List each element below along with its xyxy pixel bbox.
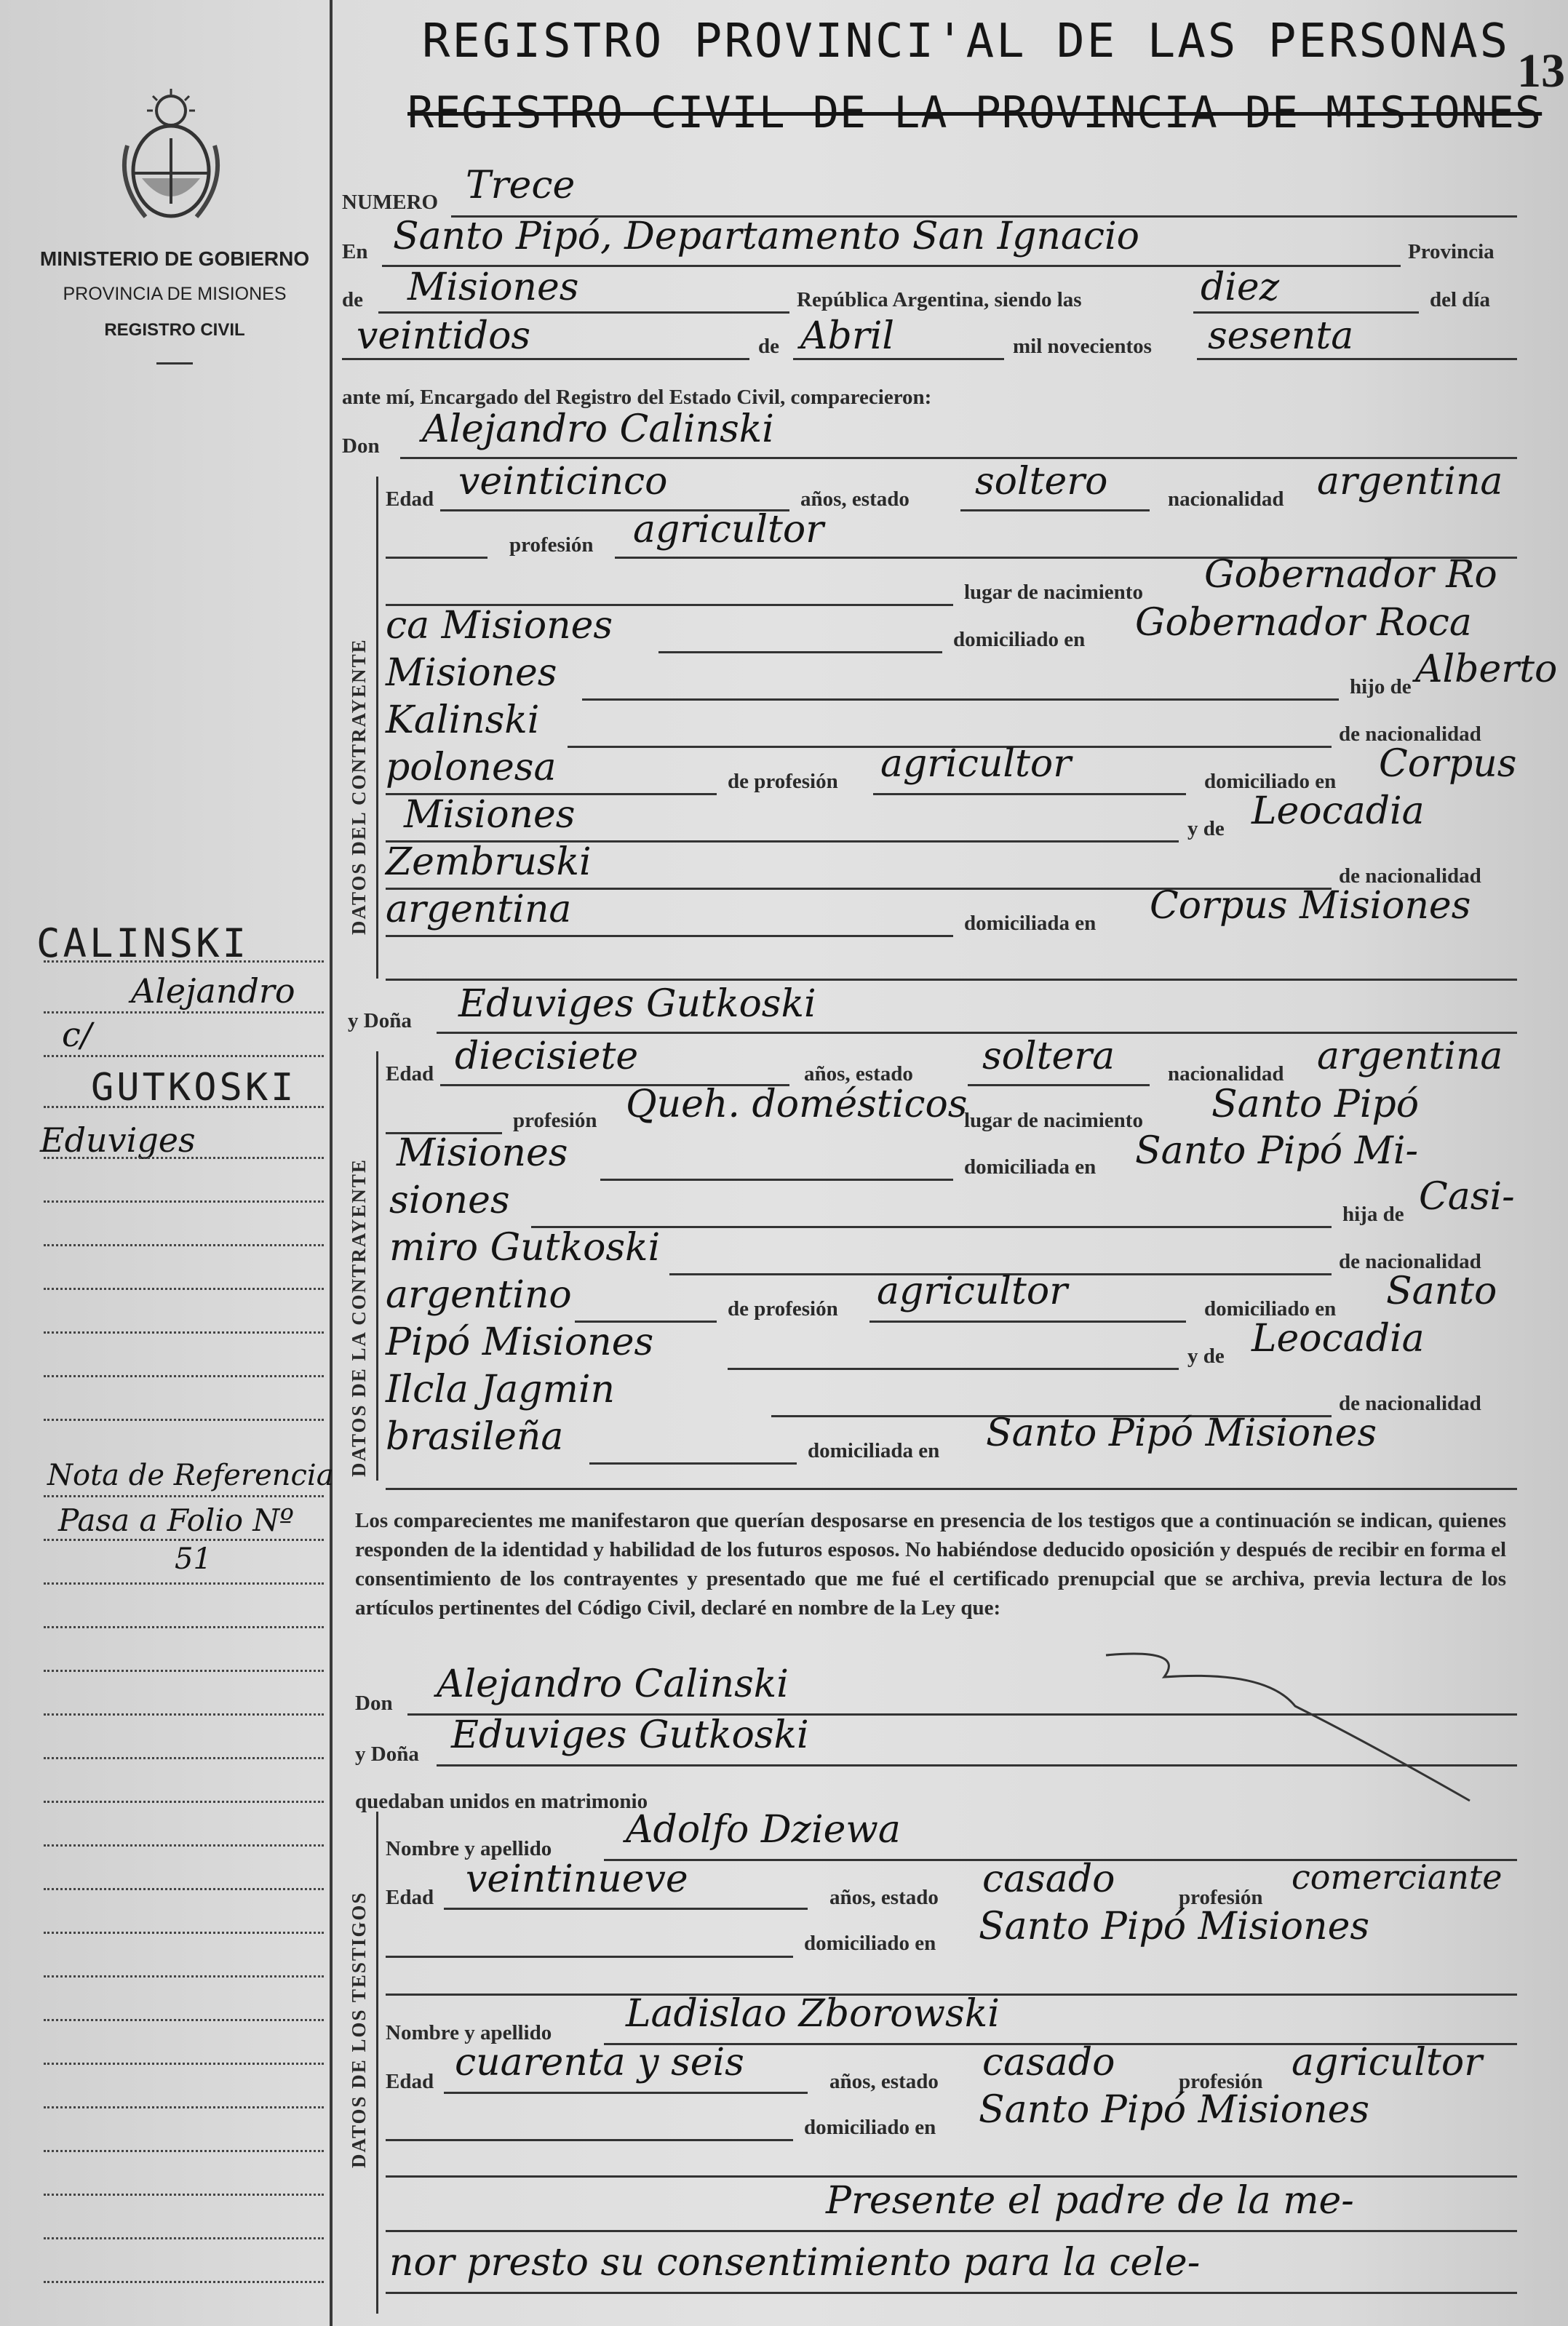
label-de-nacionalidad: de nacionalidad [1339,722,1481,746]
ministry-province: PROVINCIA DE MISIONES [63,284,287,304]
witness1-name: Adolfo Dziewa [626,1808,901,1852]
margin-dotted-line [44,1932,324,1934]
bride-domicilio-2: siones [389,1179,510,1222]
side-label-bride: DATOS DE LA CONTRAYENTE [348,1158,370,1477]
crossed-title: REGISTRO CIVIL DE LA PROVINCIA DE MISIONES [407,87,1543,138]
label-domiciliado-padre-bride: domiciliado en [1204,1297,1337,1321]
witness1-edad: veintinueve [466,1857,688,1901]
value-numero: Trece [466,164,576,207]
witness2-profesion: agricultor [1292,2041,1483,2084]
ministry-name: MINISTERIO DE GOBIERNO [39,247,310,270]
legal-paragraph: Los comparecientes me manifestaron que querían desposarse en presencia de los testigos que a continuación se indican, quienes responden de la identidad y habilidad de los futuros esposos. No habiéndose deducido oposición y después de recibir en forma el consentimiento de los contrayentes y presentado que me fué el certificado prenupcial que se archiva, previa lectura de los artículos pertinentes del Código Civil, declaré en nombre de la Ley que: [355,1509,1506,1620]
margin-dotted-line [44,2237,324,2239]
bride-madre-2: Ilcla Jagmin [386,1368,616,1411]
margin-dotted-line [44,1106,324,1108]
bride-profesion: Queh. domésticos [626,1083,968,1126]
label-anos-estado-testigo-2: años, estado [829,2070,939,2093]
margin-dotted-line [44,1288,324,1290]
witness2-edad: cuarenta y seis [455,2041,744,2084]
bride-domicilio-1: Santo Pipó Mi- [1135,1129,1419,1173]
label-en: En [342,240,368,263]
margin-reference-title: Nota de Referencia [47,1459,334,1492]
label-nombre-testigo-1: Nombre y apellido [386,1837,552,1860]
witness2-domicilio: Santo Pipó Misiones [979,2088,1370,2132]
rule [386,1488,1517,1490]
margin-dotted-line [44,1495,324,1497]
value-hora: diez [1201,266,1280,309]
margin-reference-number: 51 [175,1542,212,1576]
groom-nacionalidad: argentina [1317,460,1503,503]
rule [386,935,953,937]
label-republica: República Argentina, siendo las [797,288,1082,311]
married-don: Alejandro Calinski [437,1662,789,1706]
bride-name: Eduviges Gutkoski [458,982,816,1026]
groom-madre-dom: Corpus Misiones [1150,884,1471,928]
rule [386,1956,793,1958]
signature-flourish [1077,1641,1484,1808]
label-de-profesion: de profesión [728,770,838,793]
side-label-groom: DATOS DEL CONTRAYENTE [348,638,370,935]
rule [1193,311,1419,314]
rule [386,2139,793,2141]
margin-dotted-line [44,1844,324,1847]
label-y-de-bride: y de [1187,1345,1225,1368]
groom-padre-nac: polonesa [386,746,557,789]
closing-line-2: nor presto su consentimiento para la cele- [389,2241,1201,2285]
rule [600,1179,953,1181]
label-de-nacionalidad-madre: de nacionalidad [1339,864,1481,888]
margin-dotted-line [44,2194,324,2196]
margin-given-groom: Alejandro [131,971,295,1011]
label-don-married: Don [355,1692,393,1715]
label-domiciliado-testigo-1: domiciliado en [804,1932,936,1955]
rule [793,358,1004,360]
label-domiciliada-bride: domiciliada en [964,1155,1097,1179]
margin-surname-groom: CALINSKI [36,920,250,966]
coat-of-arms-icon [116,87,226,226]
label-lugar-nac-bride: lugar de nacimiento [964,1109,1143,1132]
margin-conjunction: c/ [62,1015,92,1054]
margin-dotted-line [44,1157,324,1159]
label-edad: Edad [386,487,434,511]
label-y-de: y de [1187,817,1225,840]
rule [378,311,789,314]
bride-lugar-nac-2: Misiones [397,1131,568,1175]
witness2-name: Ladislao Zborowski [626,1992,1000,2036]
margin-dotted-line [44,1200,324,1203]
value-lugar: Santo Pipó, Departamento San Ignacio [393,215,1139,258]
rule [386,2292,1517,2294]
margin-dotted-line [44,1801,324,1803]
margin-border [330,0,333,2326]
witness1-estado: casado [982,1857,1115,1901]
label-provincia: Provincia [1408,240,1495,263]
label-don: Don [342,434,380,458]
groom-padre-dom-2: Misiones [404,793,576,837]
ministry-underline [156,362,193,365]
groom-padre-dom-1: Corpus [1379,742,1517,786]
rule [386,557,487,559]
margin-dotted-line [44,1713,324,1716]
groom-padre-prof: agricultor [880,742,1072,786]
label-anos-estado-bride: años, estado [804,1062,913,1086]
groom-domicilio-1: Gobernador Roca [1135,601,1472,645]
page-number: 13 [1517,44,1565,97]
rule [658,651,942,653]
margin-dotted-line [44,960,324,963]
margin-dotted-line [44,1888,324,1890]
label-y-dona-married: y Doña [355,1742,419,1766]
label-de-nacionalidad-madre-bride: de nacionalidad [1339,1392,1481,1415]
groom-domicilio-2: Misiones [386,651,557,695]
rule [400,457,1517,459]
margin-dotted-line [44,1375,324,1377]
margin-dotted-line [44,1670,324,1672]
groom-padre-2: Kalinski [386,698,540,742]
label-quedaban: quedaban unidos en matrimonio [355,1790,648,1813]
label-domiciliado-testigo-2: domiciliado en [804,2116,936,2139]
rule [386,979,1517,981]
margin-dotted-line [44,1055,324,1057]
groom-lugar-nac-1: Gobernador Ro [1204,553,1497,597]
label-de-mes: de [758,335,779,358]
rule [968,1084,1150,1086]
bride-padre-prof: agricultor [877,1270,1068,1313]
groom-name: Alejandro Calinski [422,407,774,451]
ministry-registry: REGISTRO CIVIL [104,320,245,340]
bride-madre-nac: brasileña [386,1415,564,1459]
label-anos-estado: años, estado [800,487,910,511]
value-dia: veintidos [357,314,531,358]
label-lugar-nac: lugar de nacimiento [964,581,1143,604]
label-de-nacionalidad-bride: de nacionalidad [1339,1250,1481,1273]
label-de: de [342,288,363,311]
label-hija-de: hija de [1342,1203,1404,1226]
bride-bracket [376,1051,378,1481]
bride-estado: soltera [982,1035,1115,1078]
label-del-dia: del día [1430,288,1490,311]
margin-dotted-line [44,2281,324,2283]
bride-padre-nac: argentino [386,1273,572,1317]
margin-dotted-line [44,2150,324,2152]
closing-line-1: Presente el padre de la me- [826,2179,1354,2223]
label-nacionalidad-bride: nacionalidad [1168,1062,1284,1086]
rule [444,1908,808,1910]
value-anio: sesenta [1208,314,1354,358]
rule [444,2092,808,2094]
bride-padre-1: Casi- [1419,1175,1515,1219]
groom-madre-nac: argentina [386,888,572,931]
groom-lugar-nac-2: ca Misiones [386,604,613,648]
groom-madre-2: Zembruski [386,840,592,884]
margin-dotted-line [44,1419,324,1421]
witness1-domicilio: Santo Pipó Misiones [979,1905,1370,1948]
margin-dotted-line [44,1244,324,1246]
margin-dotted-line [44,1975,324,1978]
label-profesion-bride: profesión [513,1109,597,1132]
married-dona: Eduviges Gutkoski [451,1713,809,1757]
label-profesion: profesión [509,533,594,557]
groom-profesion: agricultor [633,508,824,551]
margin-dotted-line [44,1331,324,1334]
margin-dotted-line [44,1539,324,1541]
bride-lugar-nac: Santo Pipó [1211,1083,1420,1126]
margin-given-bride: Eduviges [40,1120,196,1160]
rule [728,1368,1179,1370]
label-hijo-de: hijo de [1350,675,1412,698]
margin-dotted-line [44,1011,324,1013]
label-domiciliado-padre: domiciliado en [1204,770,1337,793]
groom-estado: soltero [975,460,1108,503]
label-edad-testigo-1: Edad [386,1886,434,1909]
label-domiciliada-madre-bride: domiciliada en [808,1439,940,1462]
rule [386,2175,1517,2178]
witness1-profesion: comerciante [1292,1857,1503,1897]
label-domiciliada: domiciliada en [964,912,1097,935]
bride-nacionalidad: argentina [1317,1035,1503,1078]
rule [960,509,1150,511]
label-nacionalidad: nacionalidad [1168,487,1284,511]
rule [873,793,1186,795]
bride-edad: diecisiete [455,1035,639,1078]
margin-dotted-line [44,2019,324,2021]
margin-dotted-line [44,2063,324,2065]
label-nombre-testigo-2: Nombre y apellido [386,2021,552,2044]
groom-edad: veinticinco [458,460,668,503]
margin-dotted-line [44,2106,324,2108]
side-label-witnesses: DATOS DE LOS TESTIGOS [348,1891,370,2168]
bride-madre-dom: Santo Pipó Misiones [986,1411,1377,1455]
label-edad-bride: Edad [386,1062,434,1086]
label-ante-mi: ante mí, Encargado del Registro del Estado Civil, comparecieron: [342,386,932,409]
rule [1197,358,1517,360]
value-mes: Abril [800,314,894,358]
label-anos-estado-testigo-1: años, estado [829,1886,939,1909]
groom-padre-1: Alberto [1415,648,1558,691]
rule [589,1462,797,1465]
label-profesion-testigo-1: profesión [1179,1886,1263,1909]
value-provincia: Misiones [407,266,579,309]
bride-padre-dom-2: Pipó Misiones [386,1321,654,1364]
margin-dotted-line [44,1757,324,1759]
rule [437,1764,1517,1767]
margin-dotted-line [44,1626,324,1628]
bride-madre-1: Leocadia [1251,1317,1425,1361]
label-mil: mil novecientos [1013,335,1152,358]
bride-padre-dom-1: Santo [1386,1270,1497,1313]
rule [869,1321,1186,1323]
label-edad-testigo-2: Edad [386,2070,434,2093]
rule [437,1032,1517,1034]
label-profesion-testigo-2: profesión [1179,2070,1263,2093]
label-domiciliado: domiciliado en [953,628,1086,651]
rule [342,358,749,360]
margin-dotted-line [44,1582,324,1585]
label-numero: NUMERO [342,191,439,214]
groom-madre-1: Leocadia [1251,789,1425,833]
margin-reference-folio: Pasa a Folio Nº [58,1502,294,1538]
page-title: REGISTRO PROVINCI'AL DE LAS PERSONAS [422,15,1511,68]
rule [582,698,1339,701]
bride-padre-2: miro Gutkoski [389,1226,661,1270]
margin-surname-bride: GUTKOSKI [91,1066,297,1110]
witnesses-bracket [376,1812,378,2314]
label-de-profesion-bride: de profesión [728,1297,838,1321]
label-y-dona: y Doña [348,1009,412,1032]
rule [386,2230,1517,2232]
groom-bracket [376,477,378,979]
witness2-estado: casado [982,2041,1115,2084]
